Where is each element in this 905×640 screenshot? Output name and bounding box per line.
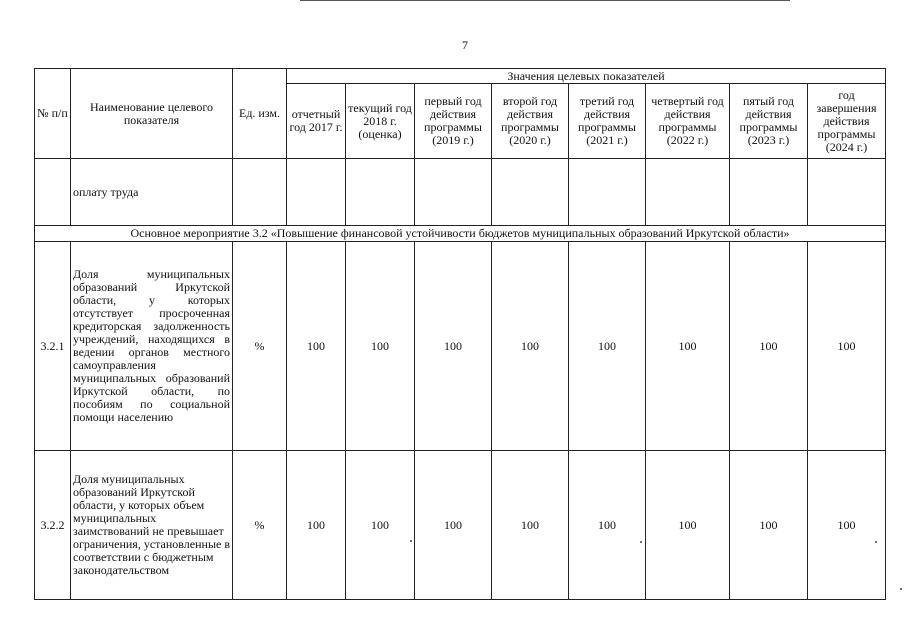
header-target-values: Значения целевых показателей	[287, 69, 886, 84]
value-2023: 100	[730, 451, 808, 600]
value-2022: 100	[646, 242, 730, 451]
scan-speck	[640, 541, 642, 543]
value-2017: 100	[287, 451, 346, 600]
value-2022: 100	[646, 451, 730, 600]
header-num: № п/п	[35, 69, 71, 159]
scan-speck	[410, 540, 412, 542]
continuation-num	[35, 159, 71, 226]
header-year-2021: третий год действия программы (2021 г.)	[569, 84, 646, 159]
row-unit: %	[233, 242, 287, 451]
value-2021: 100	[569, 451, 646, 600]
value-2018: 100	[346, 451, 415, 600]
table-row	[35, 451, 886, 600]
value-2020: 100	[492, 451, 569, 600]
value-2019: 100	[415, 451, 492, 600]
row-indicator-name: Доля муниципальных образований Иркутской области, у которых объем муниципальных заимствований не превышает ограничения, установленные в соответствии с бюджетным законодательством	[71, 451, 233, 600]
row-num: 3.2.2	[35, 451, 71, 600]
table-row	[35, 242, 886, 451]
target-indicators-table	[34, 68, 886, 600]
header-year-2019: первый год действия программы (2019 г.)	[415, 84, 492, 159]
value-2024: 100	[808, 451, 886, 600]
row-indicator-name: Доля муниципальных образований Иркутской области, у которых отсутствует просроченная кредиторская задолженность учреждений, находящихся в ведении органов местного самоуправления муниципальных образований Иркутской области, по пособиям по социальной помощи населению	[71, 242, 233, 451]
continuation-row	[35, 159, 886, 226]
header-year-2018: текущий год 2018 г. (оценка)	[346, 84, 415, 159]
section-title: Основное мероприятие 3.2 «Повышение финансовой устойчивости бюджетов муниципальных образований Иркутской области»	[35, 226, 886, 242]
header-unit: Ед. изм.	[233, 69, 287, 159]
value-2019: 100	[415, 242, 492, 451]
section-row	[35, 226, 886, 242]
header-year-2023: пятый год действия программы (2023 г.)	[730, 84, 808, 159]
header-year-2020: второй год действия программы (2020 г.)	[492, 84, 569, 159]
continuation-name: оплату труда	[71, 159, 233, 226]
value-2017: 100	[287, 242, 346, 451]
value-2023: 100	[730, 242, 808, 451]
page-number: 7	[462, 38, 468, 52]
header-name: Наименование целевого показателя	[71, 69, 233, 159]
value-2018: 100	[346, 242, 415, 451]
header-year-2022: четвертый год действия программы (2022 г.)	[646, 84, 730, 159]
row-num: 3.2.1	[35, 242, 71, 451]
scan-speck	[900, 588, 902, 590]
value-2024: 100	[808, 242, 886, 451]
value-2020: 100	[492, 242, 569, 451]
header-year-2024: год завершения действия программы (2024 г.)	[808, 84, 886, 159]
row-unit: %	[233, 451, 287, 600]
scan-speck	[875, 541, 877, 543]
value-2021: 100	[569, 242, 646, 451]
header-year-2017: отчетный год 2017 г.	[287, 84, 346, 159]
top-rule	[300, 0, 790, 1]
